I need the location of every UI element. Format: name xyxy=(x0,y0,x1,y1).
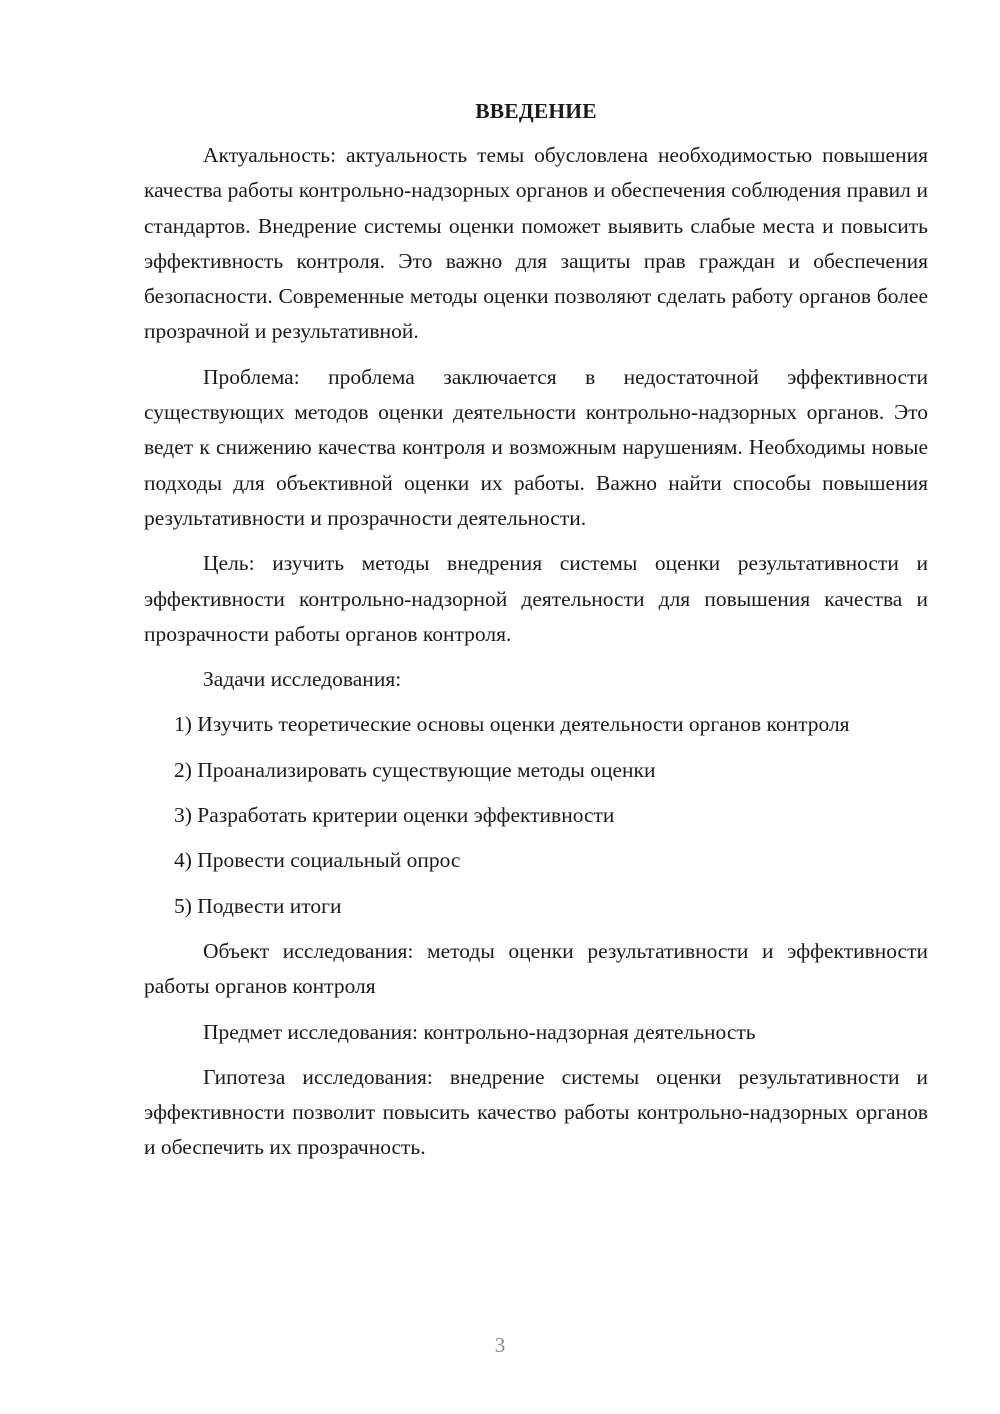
task-item-1: 1) Изучить теоретические основы оценки деятельности органов контроля xyxy=(174,712,850,737)
task-item-3: 3) Разработать критерии оценки эффективности xyxy=(174,803,615,828)
paragraph-hypothesis: Гипотеза исследования: внедрение системы оценки результативности и эффективности позволит повысить качество работы контрольно-надзорных органов и обеспечить их прозрачность. xyxy=(144,1064,928,1160)
paragraph-object: Объект исследования: методы оценки результативности и эффективности работы органов контроля xyxy=(144,938,928,999)
task-item-4: 4) Провести социальный опрос xyxy=(174,848,461,873)
tasks-heading: Задачи исследования: xyxy=(203,667,402,692)
page-number: 3 xyxy=(494,1333,506,1357)
task-item-5: 5) Подвести итоги xyxy=(174,893,342,918)
paragraph-relevance: Актуальность: актуальность темы обусловлена необходимостью повышения качества работы контрольно-надзорных органов и обеспечения соблюдения правил и стандартов. Внедрение системы оценки поможет выявить слабые места и повысить эффективность контроля. Это важно для защиты прав граждан и обеспечения безопасности. Современные методы оценки позволяют сделать работу органов более прозрачной и результативной. xyxy=(144,143,928,344)
page-title: ВВЕДЕНИЕ xyxy=(475,99,597,123)
page-content xyxy=(144,96,928,1176)
paragraph-subject: Предмет исследования: контрольно-надзорная деятельность xyxy=(203,1019,756,1044)
task-item-2: 2) Проанализировать существующие методы оценки xyxy=(174,757,656,782)
paragraph-problem: Проблема: проблема заключается в недостаточной эффективности существующих методов оценки деятельности контрольно-надзорных органов. Это ведет к снижению качества контроля и возможным нарушениям. Необходимы новые подходы для объективной оценки их работы. Важно найти способы повышения результативности и прозрачности деятельности. xyxy=(144,364,928,530)
paragraph-goal: Цель: изучить методы внедрения системы оценки результативности и эффективности контрольно-надзорной деятельности для повышения качества и прозрачности работы органов контроля. xyxy=(144,551,928,646)
